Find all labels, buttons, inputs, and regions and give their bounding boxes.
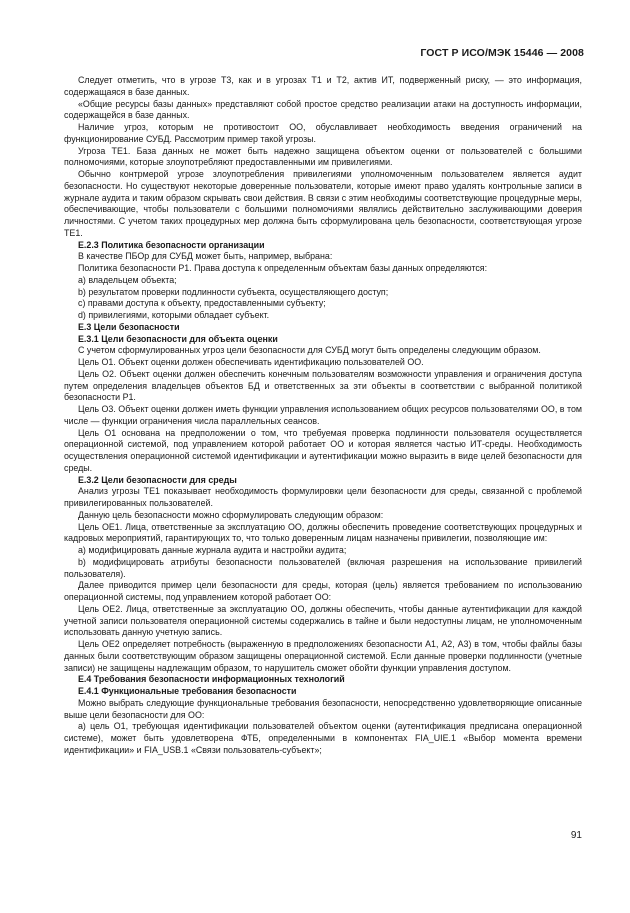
paragraph: Следует отметить, что в угрозе Т3, как и в угрозах Т1 и Т2, актив ИТ, подверженный риску, — это информация, содержащаяся в базе данных. — [64, 75, 582, 97]
document-header: ГОСТ Р ИСО/МЭК 15446 — 2008 — [420, 47, 584, 59]
paragraph: «Общие ресурсы базы данных» представляют собой простое средство реализации атаки на доступность информации, содержащейся в базе данных. — [64, 98, 582, 121]
section-heading: Е.4.1 Функциональные требования безопасности — [78, 686, 297, 696]
section-heading: Е.3.2 Цели безопасности для среды — [78, 474, 237, 485]
section-heading: Е.3 Цели безопасности — [78, 321, 180, 332]
section-heading: Е.2.3 Политика безопасности организации — [78, 239, 265, 250]
paragraph: Наличие угроз, которым не противостоит ОО, обуславливает необходимость введения ограничений на функционирование СУБД. Рассмотрим пример такой угрозы. — [64, 122, 582, 144]
list-item: b) модифицировать атрибуты безопасности пользователей (включая разрешения на использование привилегий пользователя). — [64, 556, 582, 579]
list-item: c) правами доступа к объекту, предоставленными субъекту; — [78, 298, 326, 309]
paragraph: Данную цель безопасности можно сформулировать следующим образом: — [78, 509, 384, 520]
paragraph: Угроза ТЕ1. База данных не может быть надежно защищена объектом оценки от пользователей с большими полномочиями, которые злоупотребляют предоставленными им привилегиями. — [64, 145, 582, 168]
section-heading: Е.4 Требования безопасности информационных технологий — [78, 674, 345, 685]
paragraph: В качестве ПБОр для СУБД может быть, например, выбрана: — [78, 251, 333, 262]
paragraph: Цель О2. Объект оценки должен обеспечить конечным пользователям возможности управления и ограничения доступа путем определения владельцев объектов БД и ответственных за эти объекты в соответствии с выбранной политикой безопасности Р1. — [64, 368, 582, 403]
paragraph: Цель ОЕ2 определяет потребность (выраженную в предположениях безопасности А1, А2, А3) в том, чтобы файлы базы данных были соответствующим образом защищены операционной системой. Если данные проверки подлинности (учетные записи) не защищены надлежащим образом, то нарушитель сможет обойти функции управления доступом. — [64, 639, 582, 673]
list-item: а) модифицировать данные журнала аудита и настройки аудита; — [78, 545, 347, 555]
paragraph: Цель ОЕ2. Лица, ответственные за эксплуатацию ОО, должны обеспечить, чтобы данные аутентификации для каждой учетной записи пользователя операционной системы содержались в тайне и были недоступны лицам, не уполномоченным использовать данную учетную запись. — [64, 603, 582, 638]
paragraph: Анализ угрозы ТЕ1 показывает необходимость формулировки цели безопасности для среды, связанной с проблемой привилегированных пользователей. — [64, 486, 582, 508]
paragraph: Цель О1 основана на предположении о том, что требуемая проверка подлинности пользователя осуществляется операционной системой, под управлением которой работает ОО и которая является частью ИТ-среды. Необходимость осуществления операционной системой идентификации и аутентификации можно выразить в виде целей безопасности для среды. — [64, 427, 582, 473]
list-item: b) результатом проверки подлинности субъекта, осуществляющего доступ; — [78, 286, 389, 297]
list-item: а) цель О1, требующая идентификации пользователей объектом оценки (аутентификация предписана операционной системе), может быть удовлетворена ФТБ, определенными в компонентах FIA_UIE.1 «Выбор момента времени идентификации» и FIA_USB.1 «Связи пользователь-субъект»; — [64, 721, 582, 755]
list-item: d) привилегиями, которыми обладает субъект. — [78, 310, 270, 320]
document-body — [64, 75, 582, 757]
list-item: а) владельцем объекта; — [78, 274, 177, 285]
paragraph: Цель О1. Объект оценки должен обеспечивать идентификацию пользователей ОО. — [78, 357, 424, 367]
paragraph: Цель О3. Объект оценки должен иметь функции управления использованием общих ресурсов пользователями ОО, в том числе — функции ограничения числа параллельных сеансов. — [64, 404, 582, 426]
paragraph: Далее приводится пример цели безопасности для среды, которая (цель) является требованием по использованию операционной системы, под управлением которой работает ОО: — [64, 580, 582, 602]
paragraph: Политика безопасности Р1. Права доступа к определенным объектам базы данных определяются: — [78, 263, 488, 273]
section-heading: Е.3.1 Цели безопасности для объекта оценки — [78, 333, 278, 344]
page-number: 91 — [570, 830, 582, 841]
paragraph: Цель ОЕ1. Лица, ответственные за эксплуатацию ОО, должны обеспечить проведение соответствующих процедурных и кадровых мероприятий, гарантирующих то, что только доверенным лицам назначены привилегии, позволяющие им: — [64, 521, 582, 544]
paragraph: Обычно контрмерой угрозе злоупотребления привилегиями уполномоченным пользователем является аудит безопасности. Но существуют некоторые доверенные пользователи, которые имеют право удалять контрольные записи в журнале аудита и таким образом скрывать свои действия. В связи с этим необходимы соответствующие процедурные меры, обеспечивающие, чтобы пользователи с большими полномочиями являлись действительно заслуживающими доверия личностями. С учетом таких процедурных мер должна быть сформулирована цель безопасности, соответствующая угрозе ТЕ1. — [64, 169, 582, 238]
paragraph: Можно выбрать следующие функциональные требования безопасности, непосредственно удовлетворяющие описанные выше цели безопасности для ОО: — [64, 697, 582, 720]
paragraph: С учетом сформулированных угроз цели безопасности для СУБД могут быть определены следующим образом. — [78, 345, 541, 356]
